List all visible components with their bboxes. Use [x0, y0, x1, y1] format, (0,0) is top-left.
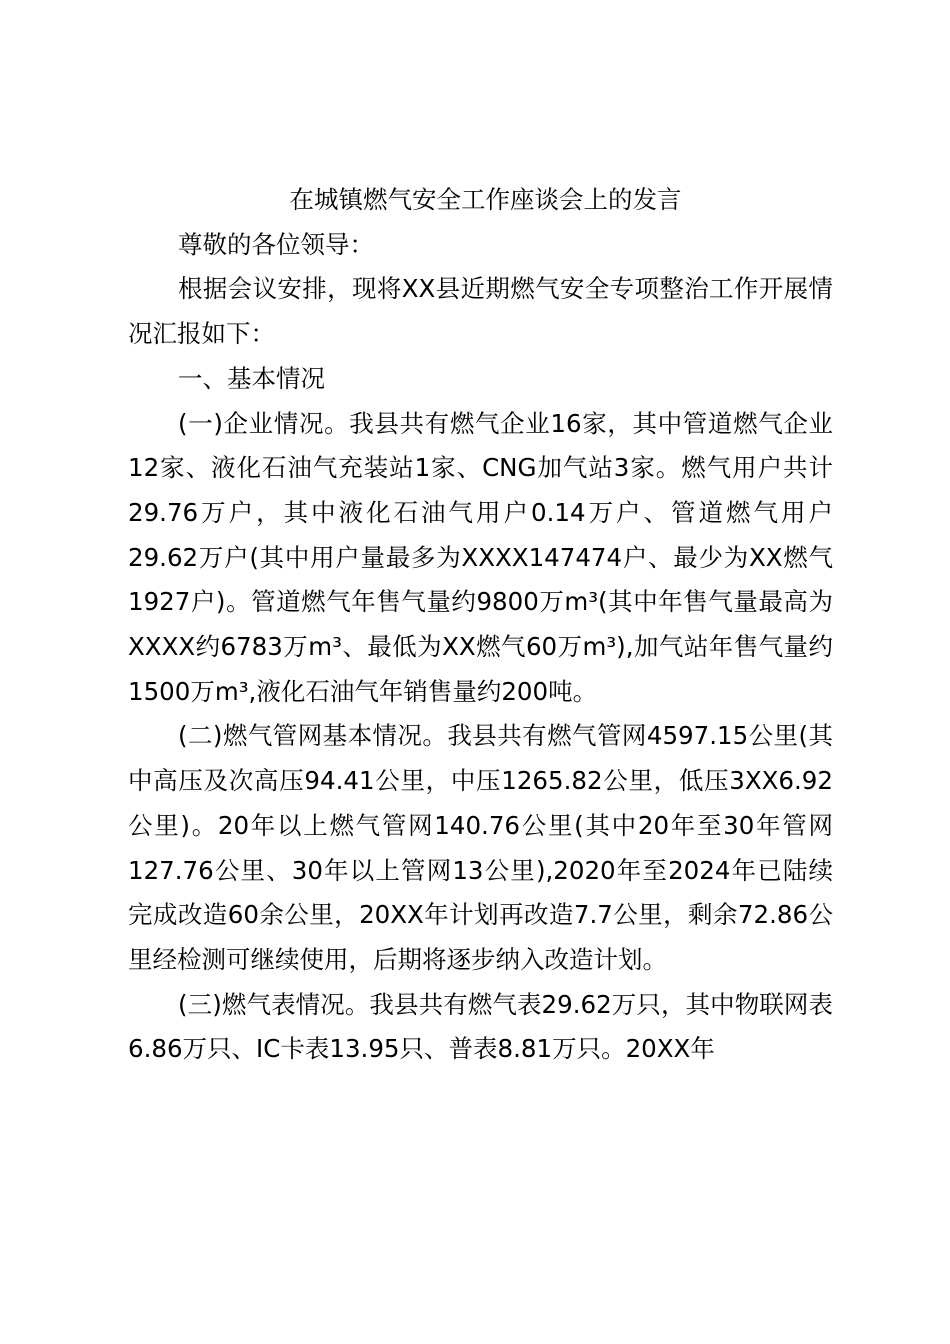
paragraph-enterprises: (一)企业情况。我县共有燃气企业16家，其中管道燃气企业12家、液化石油气充装站1家、CNG加气站3家。燃气用户共计29.76万户，其中液化石油气用户0.14万户、管道燃气用户29.62万户(其中用户量最多为XXXX147474户、最少为XX燃气1927户)。管道燃气年售气量约9800万m³(其中年售气量最高为XXXX约6783万m³、最低为XX燃气60万m³),加气站年售气量约1500万m³,液化石油气年销售量约200吨。 — [128, 408, 833, 706]
salutation: 尊敬的各位领导： — [178, 229, 374, 259]
intro-paragraph: 根据会议安排，现将XX县近期燃气安全专项整治工作开展情况汇报如下： — [128, 274, 833, 349]
paragraph-gas-meters: (三)燃气表情况。我县共有燃气表29.62万只，其中物联网表6.86万只、IC卡表13.95只、普表8.81万只。20XX年 — [128, 989, 833, 1064]
section-heading: 一、基本情况 — [178, 363, 325, 393]
paragraph-pipeline-network: (二)燃气管网基本情况。我县共有燃气管网4597.15公里(其中高压及次高压94.41公里，中压1265.82公里，低压3XX6.92公里)。20年以上燃气管网140.76公里(其中20年至30年管网127.76公里、30年以上管网13公里),2020年至2024年已陆续完成改造60余公里，20XX年计划再改造7.7公里，剩余72.86公里经检测可继续使用，后期将逐步纳入改造计划。 — [128, 721, 833, 974]
document-body — [128, 178, 833, 1072]
document-title: 在城镇燃气安全工作座谈会上的发言 — [289, 185, 682, 214]
